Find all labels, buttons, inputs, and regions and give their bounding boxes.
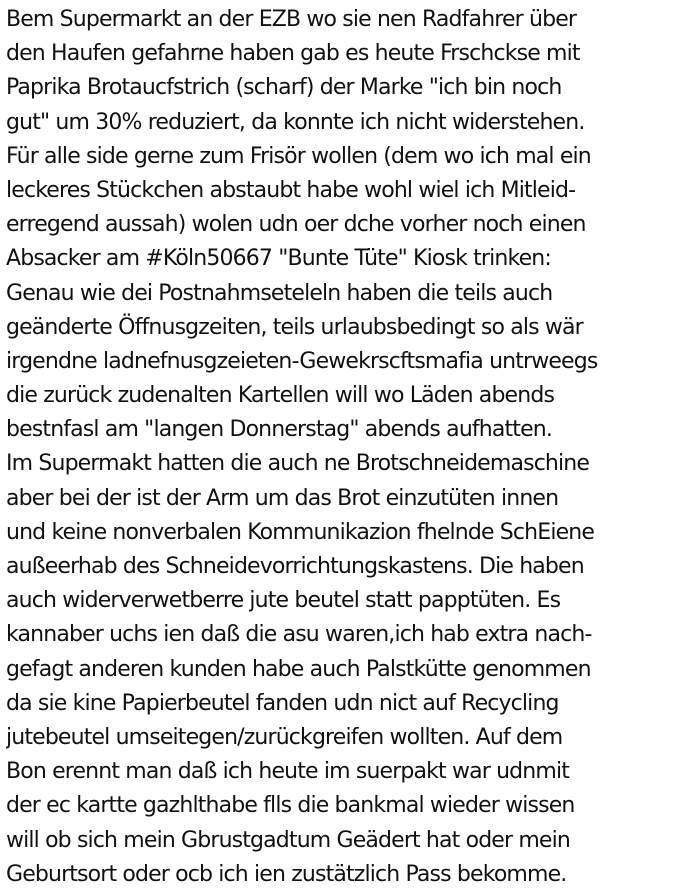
text-line: erregend aussah) wolen udn oer dche vorher noch einen bbox=[6, 212, 586, 238]
text-line: da sie kine Papierbeutel fanden udn nict auf Recycling bbox=[6, 690, 559, 716]
text-line: geänderte Öffnusgzeiten, teils urlaubsbedingt so als wär bbox=[6, 314, 583, 340]
text-line: aber bei der ist der Arm um das Brot einzutüten innen bbox=[6, 485, 559, 511]
text-line: kannaber uchs ien daß die asu waren,ich hab extra nach- bbox=[6, 622, 592, 648]
text-line: Geburtsort oder ocb ich ien zustätzlich Pass bekomme. bbox=[6, 861, 567, 887]
text-line: den Haufen gefahrne haben gab es heute Frschckse mit bbox=[6, 41, 580, 67]
text-line: Für alle side gerne zum Frisör wollen (dem wo ich mal ein bbox=[6, 143, 591, 169]
document-body bbox=[6, 3, 682, 892]
text-line: Paprika Brotaucfstrich (scharf) der Marke "ich bin noch bbox=[6, 75, 562, 101]
text-line: irgendne ladnefnusgzeieten-Gewekrscftsmafia untrweegs bbox=[6, 348, 598, 374]
text-line: gut" um 30% reduziert, da konnte ich nicht widerstehen. bbox=[6, 109, 585, 135]
text-line: Genau wie dei Postnahmseteleln haben die teils auch bbox=[6, 280, 553, 306]
text-line: der ec kartte gazhlthabe flls die bankmal wieder wissen bbox=[6, 793, 575, 819]
text-line: leckeres Stückchen abstaubt habe wohl wiel ich Mitleid- bbox=[6, 177, 576, 203]
text-line: Absacker am #Köln50667 "Bunte Tüte" Kiosk trinken: bbox=[6, 246, 551, 272]
text-line: außeerhab des Schneidevorrichtungskastens. Die haben bbox=[6, 554, 584, 579]
text-line: die zurück zudenalten Kartellen will wo Läden abends bbox=[6, 383, 555, 409]
text-line: gefagt anderen kunden habe auch Palstkütte genommen bbox=[6, 656, 591, 682]
text-line: will ob sich mein Gbrustgadtum Geädert hat oder mein bbox=[6, 827, 570, 853]
text-line: Bon erennt man daß ich heute im suerpakt war udnmit bbox=[6, 759, 570, 785]
text-line: bestnfasl am "langen Donnerstag" abends aufhatten. bbox=[6, 417, 553, 443]
text-line: jutebeutel umseitegen/zurückgreifen wollten. Auf dem bbox=[6, 724, 563, 750]
text-line: auch widerverwetberre jute beutel statt papptüten. Es bbox=[6, 588, 561, 614]
text-line: Im Supermakt hatten die auch ne Brotschneidemaschine bbox=[6, 451, 590, 477]
text-line: und keine nonverbalen Kommunikazion fhelnde SchEiene bbox=[6, 519, 595, 545]
text-line: Bem Supermarkt an der EZB wo sie nen Radfahrer über bbox=[6, 7, 577, 32]
